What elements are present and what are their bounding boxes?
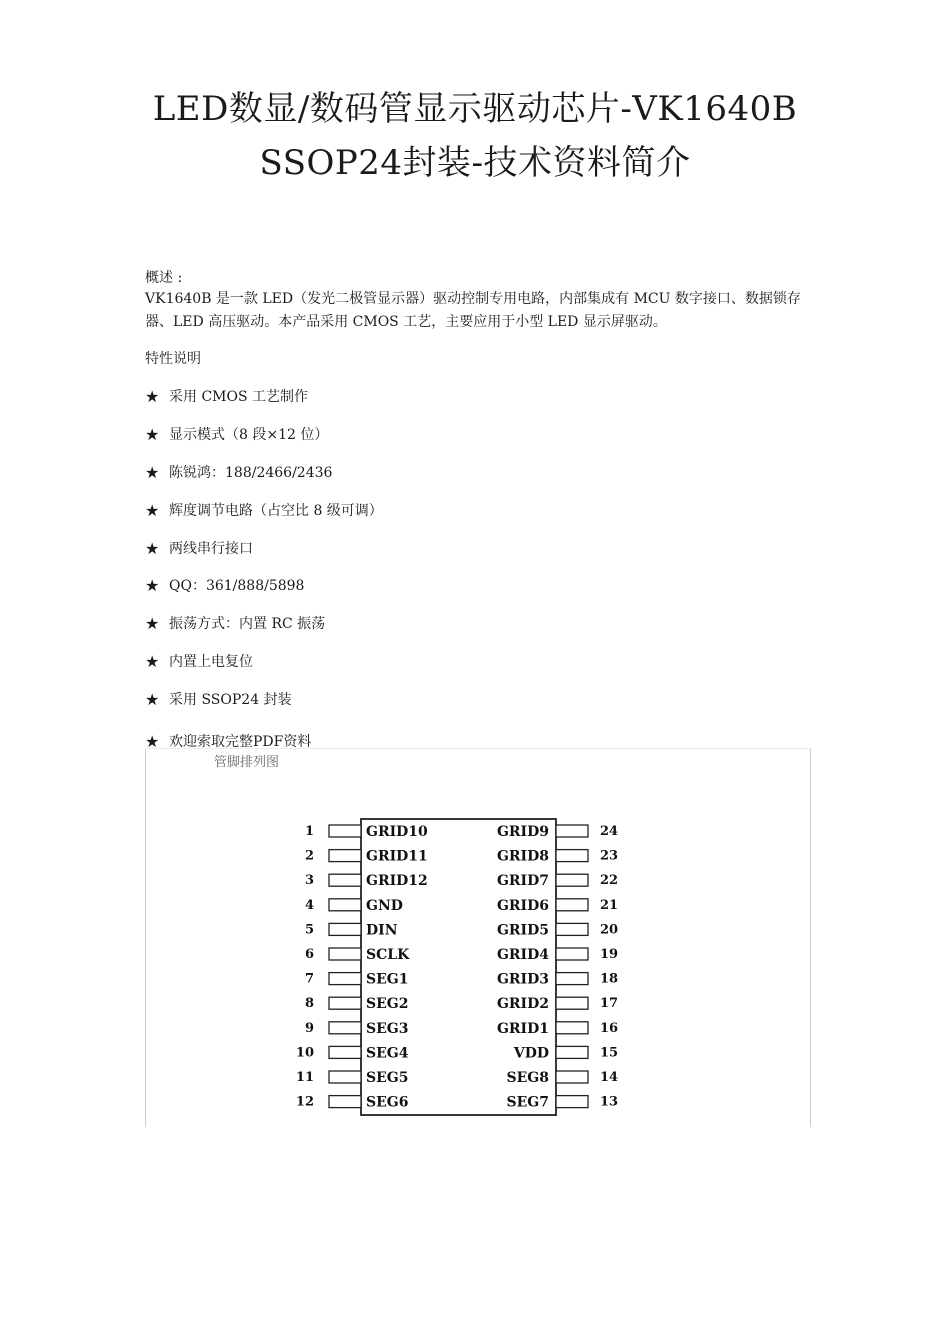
feature-text: 辉度调节电路（占空比 8 级可调）	[169, 503, 383, 519]
pin-lead-left	[329, 923, 361, 935]
pin-name-left: SEG2	[366, 996, 409, 1013]
pin-lead-left	[329, 973, 361, 985]
pin-number-right: 15	[600, 1045, 619, 1061]
pin-lead-right	[556, 899, 588, 911]
pin-number-right: 19	[600, 947, 619, 962]
pin-name-right: SEG8	[506, 1070, 549, 1086]
pin-number-right: 13	[600, 1094, 619, 1110]
pin-name-left: DIN	[366, 922, 398, 939]
pin-number-right: 21	[600, 897, 619, 913]
star-icon: ★	[145, 462, 160, 482]
pin-number-left: 2	[304, 848, 314, 864]
feature-item	[145, 386, 308, 406]
feature-text: 内置上电复位	[169, 654, 253, 670]
pin-name-left: GND	[366, 897, 403, 914]
feature-item	[145, 500, 383, 520]
feature-text: 陈锐鸿：188/2466/2436	[169, 465, 333, 481]
feature-item	[145, 613, 325, 633]
overview-label: 概述 :	[145, 270, 183, 286]
pin-number-left: 7	[304, 971, 314, 987]
pin-number-left: 3	[304, 873, 314, 889]
star-icon: ★	[145, 731, 160, 751]
pin-lead-right	[556, 923, 588, 935]
overview-text: VK1640B 是一款 LED（发光二极管显示器）驱动控制专用电路，内部集成有 MCU 数字接口、数据锁存器、LED 高压驱动。本产品采用 CMOS 工艺，主要应用于小型 LED 显示屏驱动。	[145, 291, 801, 330]
star-icon: ★	[145, 613, 160, 633]
pin-lead-left	[329, 948, 361, 960]
pin-name-right: SEG7	[506, 1094, 549, 1111]
feature-text: 欢迎索取完整PDF资料	[169, 734, 312, 750]
pin-number-left: 12	[295, 1094, 314, 1110]
feature-item	[145, 462, 332, 482]
pin-number-left: 5	[304, 922, 314, 938]
pin-number-right: 24	[600, 824, 619, 839]
pin-name-right: VDD	[513, 1045, 549, 1062]
star-icon: ★	[145, 424, 160, 444]
pin-diagram-svg	[146, 749, 810, 1127]
star-icon: ★	[145, 538, 160, 558]
pin-number-left: 11	[295, 1070, 314, 1085]
pin-lead-right	[556, 850, 588, 862]
title-line-2: SSOP24封装-技术资料简介	[259, 143, 691, 183]
star-icon: ★	[145, 575, 160, 595]
document-title	[0, 82, 950, 190]
features-heading: 特性说明	[145, 351, 201, 367]
pin-lead-right	[556, 1071, 588, 1083]
pin-name-right: GRID7	[496, 873, 549, 890]
pin-lead-right	[556, 874, 588, 886]
pin-name-right: GRID9	[496, 824, 549, 840]
pin-name-right: GRID2	[496, 996, 549, 1013]
pin-lead-left	[329, 874, 361, 886]
feature-text: 振荡方式：内置 RC 振荡	[169, 616, 326, 632]
pin-number-right: 20	[600, 922, 619, 938]
pin-name-right: GRID8	[496, 848, 549, 865]
feature-text: QQ：361/888/5898	[169, 578, 305, 594]
pin-lead-left	[329, 1046, 361, 1058]
pin-lead-left	[329, 1022, 361, 1034]
title-line-1: LED数显/数码管显示驱动芯片-VK1640B	[152, 89, 798, 129]
feature-text: 两线串行接口	[169, 541, 253, 557]
pin-lead-left	[329, 1096, 361, 1108]
pin-lead-right	[556, 1096, 588, 1108]
pin-lead-right	[556, 948, 588, 960]
pin-name-left: SEG4	[366, 1045, 409, 1062]
pin-name-left: SCLK	[366, 947, 410, 963]
pin-diagram-caption: 管脚排列图	[214, 755, 280, 770]
pin-name-right: GRID6	[496, 897, 549, 914]
pin-name-left: SEG1	[366, 971, 409, 988]
pin-number-right: 22	[600, 873, 619, 889]
pin-lead-right	[556, 1046, 588, 1058]
pin-number-right: 14	[600, 1070, 619, 1085]
pin-number-right: 23	[600, 848, 619, 864]
pin-name-right: GRID4	[496, 947, 549, 963]
pin-lead-right	[556, 973, 588, 985]
feature-item	[145, 689, 292, 709]
star-icon: ★	[145, 500, 160, 520]
pin-number-right: 17	[600, 996, 619, 1012]
star-icon: ★	[145, 386, 160, 406]
pin-name-left: SEG3	[366, 1020, 409, 1037]
pin-number-right: 18	[600, 971, 619, 987]
pin-name-left: SEG6	[366, 1094, 409, 1111]
star-icon: ★	[145, 651, 160, 671]
pin-number-left: 9	[304, 1020, 314, 1036]
pin-name-right: GRID1	[496, 1020, 549, 1037]
pin-number-left: 8	[304, 996, 314, 1012]
pin-number-left: 4	[304, 897, 314, 913]
feature-item	[145, 424, 328, 444]
pin-number-left: 6	[304, 947, 314, 962]
feature-text: 采用 SSOP24 封装	[169, 692, 292, 708]
star-icon: ★	[145, 689, 160, 709]
pin-lead-left	[329, 899, 361, 911]
pin-lead-right	[556, 1022, 588, 1034]
pin-name-left: SEG5	[366, 1070, 409, 1086]
pin-number-left: 1	[304, 824, 314, 839]
pin-lead-right	[556, 825, 588, 837]
pin-number-right: 16	[600, 1020, 619, 1036]
pin-name-right: GRID3	[496, 971, 549, 988]
pin-lead-left	[329, 1071, 361, 1083]
pin-name-left: GRID10	[366, 824, 428, 840]
pin-diagram	[145, 748, 811, 1127]
pin-number-left: 10	[295, 1045, 314, 1061]
feature-item	[145, 651, 253, 671]
pin-lead-left	[329, 850, 361, 862]
feature-text: 显示模式（8 段×12 位）	[169, 427, 329, 443]
pin-name-left: GRID11	[366, 848, 428, 865]
feature-text: 采用 CMOS 工艺制作	[169, 389, 309, 405]
pin-name-right: GRID5	[496, 922, 549, 939]
feature-item	[145, 575, 304, 595]
pin-name-left: GRID12	[366, 873, 428, 890]
pin-lead-right	[556, 997, 588, 1009]
pin-lead-left	[329, 997, 361, 1009]
pin-lead-left	[329, 825, 361, 837]
feature-item	[145, 538, 253, 558]
